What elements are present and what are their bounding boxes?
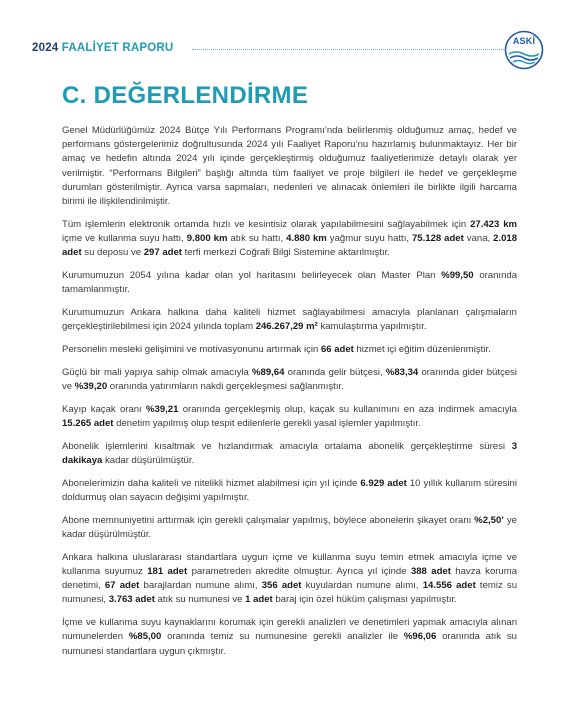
report-header-title	[32, 42, 173, 54]
highlight-value: 246.267,29 m²	[255, 321, 318, 333]
paragraph-text: su deposu ve	[81, 247, 144, 259]
highlight-value: 67 adet	[104, 580, 140, 592]
paragraph	[62, 440, 517, 468]
highlight-value: 15.265 adet	[62, 418, 114, 430]
highlight-value: 356 adet	[261, 580, 302, 592]
paragraph-text: terfi merkezi Coğrafi Bilgi Sistemine aktarılmıştır.	[181, 247, 390, 259]
paragraph	[62, 343, 517, 357]
highlight-value: 27.423 km	[470, 218, 517, 230]
highlight-value: 6.929 adet	[360, 477, 407, 489]
paragraph	[62, 218, 517, 261]
paragraph-text: Abone memnuniyetini arttırmak için gerekli çalışmalar yapılmış, böylece abonelerin şikayet oranı	[62, 514, 475, 526]
paragraph-text: temiz su numunesi,	[62, 580, 518, 606]
highlight-value: 297 adet	[143, 247, 182, 259]
paragraph-text: kuyulardan numune alımı,	[301, 580, 423, 592]
paragraph-text: 10 yıllık kullanım süresini doldurmuş olan sayacın değişimi yapılmıştır.	[62, 477, 517, 504]
paragraph-text: Kurumumuzun 2054 yılına kadar olan yol haritasını belirleyecek olan Master Plan	[62, 270, 442, 282]
paragraph-text: oranında temiz su numunesine gerekli analizler ile	[161, 631, 404, 643]
paragraph	[62, 616, 517, 659]
paragraph-text: hizmet içi eğitim düzenlenmiştir.	[353, 344, 491, 356]
highlight-value: 75.128 adet	[411, 233, 464, 245]
paragraph-text: parametreden akredite olmuştur. Ayrıca yıl içinde	[187, 566, 411, 578]
paragraph	[62, 124, 517, 209]
page-header	[32, 36, 544, 78]
paragraph-text: Genel Müdürlüğümüz 2024 Bütçe Yılı Performans Programı’nda belirlenmiş olduğumuz amaç, hedef ve performans göstergelerimiz doğrultusunda 2024 yılı Faaliyet Raporu’nu hazırlamış bulunmaktayız. Her bir amaç ve hedefin altında 2024 yılı içinde gerçekleştirmiş olduğumuz faaliyetlerimize detaylı olarak yer verilmiştir. “Performans Bilgileri” başlığı altında tüm faaliyet ve proje bilgileri ile hedef ve gerçekleşme durumları gösterilmiştir. Ayrıca varsa sapmaları, nedenleri ve alınacak önlemleri ile birlikte ilgili harcama birimi ile ilişkilendirilmiştir.	[62, 125, 517, 208]
paragraph-text: atık su numunesi ve	[154, 594, 246, 606]
section-title: C. DEĞERLENDİRME	[62, 82, 309, 109]
header-divider	[192, 49, 504, 50]
report-year: 2024	[32, 42, 59, 54]
paragraph-text: içme ve kullanma suyu hattı,	[62, 233, 187, 245]
paragraph-text: ye kadar düşürülmüştür.	[62, 514, 517, 541]
paragraph-text: vana,	[463, 233, 494, 245]
paragraph-text: Kayıp kaçak oranı	[62, 403, 147, 415]
highlight-value: %39,20	[74, 381, 108, 393]
paragraph-text: oranında gerçekleşmiş olup, kaçak su kullanımını en aza indirmek amacıyla	[178, 403, 517, 415]
paragraph-text: Güçlü bir mali yapıya sahip olmak amacıyla	[62, 366, 253, 378]
paragraph	[62, 514, 517, 542]
paragraph-text: Ankara halkına uluslararası standartlara uygun içme ve kullanma suyu temin etmek amacıyla içme ve kullanma suyumuz	[62, 551, 517, 578]
paragraph-text: Kurumumuzun Ankara halkına daha kaliteli hizmet sağlayabilmesi amacıyla planlanan çalışmaların gerçekleştirilebilmesi için 2024 yılında toplam	[62, 307, 517, 333]
highlight-value: 388 adet	[410, 566, 451, 578]
logo-text: ASKİ	[512, 36, 536, 46]
paragraph-text: baraj için özel hüküm çalışması yapılmıştır.	[272, 594, 457, 606]
aski-logo	[504, 30, 544, 70]
report-name: FAALİYET RAPORU	[61, 42, 174, 54]
paragraph	[62, 477, 517, 505]
paragraph-text: kamulaştırma yapılmıştır.	[317, 321, 427, 333]
paragraph	[62, 366, 517, 394]
highlight-value: %39,21	[146, 403, 179, 415]
paragraph-text: oranında tamamlanmıştır.	[62, 270, 518, 296]
paragraph-text: oranında gelir bütçesi,	[284, 366, 386, 378]
highlight-value: 1 adet	[245, 594, 273, 606]
highlight-value: 14.556 adet	[422, 580, 476, 592]
highlight-value: 2.018 adet	[62, 233, 518, 259]
highlight-value: %83,34	[385, 366, 419, 378]
paragraph-text: barajlardan numune alımı,	[139, 580, 262, 592]
paragraph-text: Abonelerimizin daha kaliteli ve nitelikli hizmet alabilmesi için yıl içinde	[62, 477, 361, 489]
highlight-value: %96,06	[403, 631, 437, 643]
paragraph-text: Abonelik işlemlerini kısaltmak ve hızlandırmak amacıyla ortalama abonelik gerçekleştirme süresi	[62, 440, 512, 452]
highlight-value: 4.880 km	[286, 233, 327, 245]
paragraph-text: oranında yatırımların nakdi gerçekleşmesi sağlanmıştır.	[107, 381, 344, 393]
paragraph-text: havza koruma denetimi,	[62, 566, 518, 592]
paragraph	[62, 269, 517, 297]
paragraph-text: oranında atık su numunesi standartlara uygun çıkmıştır.	[62, 631, 517, 657]
paragraph-text: İçme ve kullanma suyu kaynaklarını korumak için gerekli analizleri ve denetimleri yapmak amacıyla alınan numunelerden	[62, 617, 517, 643]
paragraph	[62, 403, 517, 431]
paragraph-text: kadar düşürülmüştür.	[102, 455, 195, 467]
highlight-value: %85,00	[128, 631, 162, 643]
highlight-value: %99,50	[441, 270, 474, 282]
paragraph-text: oranında gider bütçesi ve	[62, 366, 518, 393]
highlight-value: %2,50’	[474, 514, 504, 526]
highlight-value: %89,64	[252, 366, 285, 378]
paragraph-text: Tüm işlemlerin elektronik ortamda hızlı ve kesintisiz olarak yapılabilmesini sağlayabilmek için	[62, 218, 471, 230]
highlight-value: 3 dakikaya	[62, 440, 517, 467]
paragraph-text: denetim yapılmış olup tespit edilenlerle gerekli yasal işlemler yapılmıştır.	[113, 418, 421, 430]
highlight-value: 9.800 km	[186, 233, 228, 245]
paragraph	[62, 306, 517, 334]
report-body	[62, 124, 517, 667]
highlight-value: 66 adet	[320, 344, 354, 356]
paragraph-text: Personelin mesleki gelişimini ve motivasyonunu artırmak için	[62, 344, 321, 356]
highlight-value: 181 adet	[147, 566, 188, 578]
highlight-value: 3.763 adet	[108, 594, 155, 606]
paragraph-text: atık su hattı,	[227, 233, 287, 245]
paragraph-text: yağmur suyu hattı,	[326, 233, 412, 245]
paragraph	[62, 551, 517, 608]
